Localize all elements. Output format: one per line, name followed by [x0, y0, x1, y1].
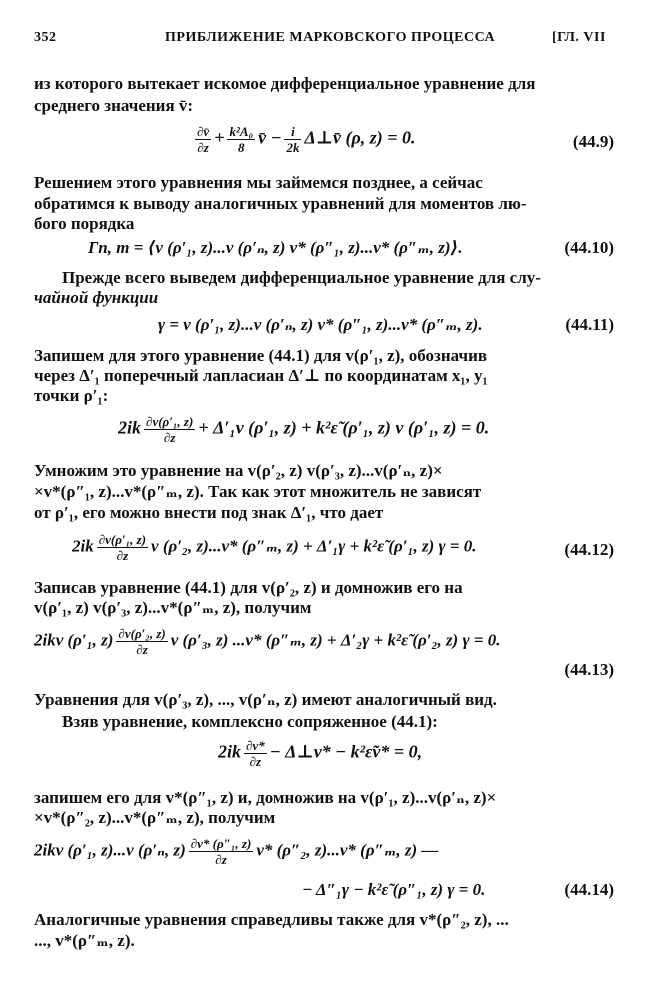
- running-title: ПРИБЛИЖЕНИЕ МАРКОВСКОГО ПРОЦЕССА: [165, 30, 496, 45]
- fraction: $\frac{\partial v̄}{\partial z}$: [197, 124, 210, 155]
- text-line: бого порядка: [34, 214, 135, 233]
- text-line: ×v*(ρ″₂, z)...v*(ρ″ₘ, z), получим: [34, 808, 276, 827]
- chapter-label: [ГЛ. VII: [552, 30, 606, 45]
- text-line: запишем его для v*(ρ″₁, z) и, домножив на v(ρ′₁, z)...v(ρ′ₙ, z)×: [34, 788, 497, 807]
- fraction: $\frac{\text{∂v(ρ′₁, z)}}{\partial z}$: [146, 414, 194, 445]
- text-line: Аналогичные уравнения справедливы также для v*(ρ″₂, z), ...: [34, 910, 509, 929]
- equation-44-13: 2ikv (ρ′₁, z) $\frac{\text{∂v(ρ′₂, z)}}{\partial z}$ v (ρ′₃, z) ...v* (ρ″ₘ, z) + Δ′₂γ + k²ε̃ (ρ′₂, z) γ = 0.: [34, 626, 501, 657]
- text-line: v(ρ′₁, z) v(ρ′₃, z)...v*(ρ″ₘ, z), получим: [34, 598, 312, 617]
- fraction: $\frac{\text{∂v(ρ′₂, z)}}{\partial z}$: [118, 626, 166, 657]
- equation-number: (44.10): [564, 238, 614, 257]
- equation-number: (44.11): [565, 315, 614, 334]
- equation-44-11: γ = v (ρ′₁, z)...v (ρ′ₙ, z) v* (ρ″₁, z)...v* (ρ″ₘ, z).: [158, 315, 483, 334]
- text-line: Умножим это уравнение на v(ρ′₂, z) v(ρ′₃, z)...v(ρ′ₙ, z)×: [34, 461, 443, 480]
- text-line: от ρ′₁, его можно внести под знак Δ′₁, что дает: [34, 503, 384, 522]
- equation-44-12: 2ik $\frac{\text{∂v(ρ′₁, z)}}{\partial z}$ v (ρ′₂, z)...v* (ρ″ₘ, z) + Δ′₁γ + k²ε̃ (ρ′₁, z) γ = 0.: [72, 532, 477, 563]
- equation-number: (44.9): [572, 132, 614, 151]
- equation-44-10: Γn, m = ⟨v (ρ′₁, z)...v (ρ′ₙ, z) v* (ρ″₁, z)...v* (ρ″ₘ, z)⟩.: [88, 238, 463, 257]
- text-line: Записав уравнение (44.1) для v(ρ′₂, z) и домножив его на: [34, 578, 463, 597]
- equation-number: (44.13): [564, 660, 614, 679]
- equation-number: (44.12): [564, 540, 614, 559]
- page-number: 352: [34, 30, 57, 45]
- text-line: из которого вытекает искомое дифференциальное уравнение для: [34, 74, 536, 93]
- text-line: Прежде всего выведем дифференциальное уравнение для слу-: [62, 268, 541, 287]
- text-line: точки ρ′₁:: [34, 386, 109, 405]
- fraction: $\frac{\text{∂v* (ρ″₁, z)}}{\partial z}$: [190, 836, 252, 867]
- text-line: обратимся к выводу аналогичных уравнений для моментов лю-: [34, 194, 527, 213]
- fraction: $\frac{\text{∂v(ρ′₁, z)}}{\partial z}$: [98, 532, 147, 563]
- equation-44-14-line1: 2ikv (ρ′₁, z)...v (ρ′ₙ, z) $\frac{\text{∂v* (ρ″₁, z)}}{\partial z}$ v* (ρ″₂, z)...v* (ρ″ₘ, z) —: [34, 836, 439, 867]
- equation-helmholtz: 2ik $\frac{\text{∂v(ρ′₁, z)}}{\partial z}$ + Δ′₁v (ρ′₁, z) + k²ε̃ (ρ′₁, z) v (ρ′₁, z) = 0.: [118, 414, 490, 445]
- fraction: $\frac{\text{k²A₀}}{8}$: [229, 124, 254, 155]
- equation-44-14-line2: − Δ″₁γ − k²ε̃ (ρ″₁, z) γ = 0.: [302, 880, 486, 899]
- equation-44-9: $\frac{\partial v̄}{\partial z}$ + $\frac{\text{k²A₀}}{8}$ v̄ − $\frac{i}{2k}$ Δ⊥v̄ (ρ, z) = 0.: [197, 124, 416, 155]
- text-line: Запишем для этого уравнение (44.1) для v(ρ′₁, z), обозначив: [34, 346, 488, 365]
- fraction: $\frac{\partial v*}{\partial z}$: [246, 738, 265, 769]
- text-line: Уравнения для v(ρ′₃, z), ..., v(ρ′ₙ, z) имеют аналогичный вид.: [34, 690, 497, 709]
- fraction: $\frac{i}{2k}$: [286, 124, 300, 155]
- text-line: Взяв уравнение, комплексно сопряженное (44.1):: [62, 712, 438, 731]
- text-line: через Δ′₁ поперечный лапласиан Δ′⊥ по координатам x₁, y₁: [34, 366, 488, 385]
- text-line: ×v*(ρ″₁, z)...v*(ρ″ₘ, z). Так как этот множитель не зависят: [34, 482, 482, 501]
- text-line: чайной функции: [34, 288, 159, 307]
- text-line: Решением этого уравнения мы займемся позднее, а сейчас: [34, 173, 483, 192]
- text-line: ..., v*(ρ″ₘ, z).: [34, 931, 135, 950]
- equation-number: (44.14): [564, 880, 614, 899]
- equation-conjugate: 2ik $\frac{\partial v*}{\partial z}$ − Δ⊥v* − k²ε̃v* = 0,: [218, 738, 423, 769]
- text-line: среднего значения v̄:: [34, 96, 194, 115]
